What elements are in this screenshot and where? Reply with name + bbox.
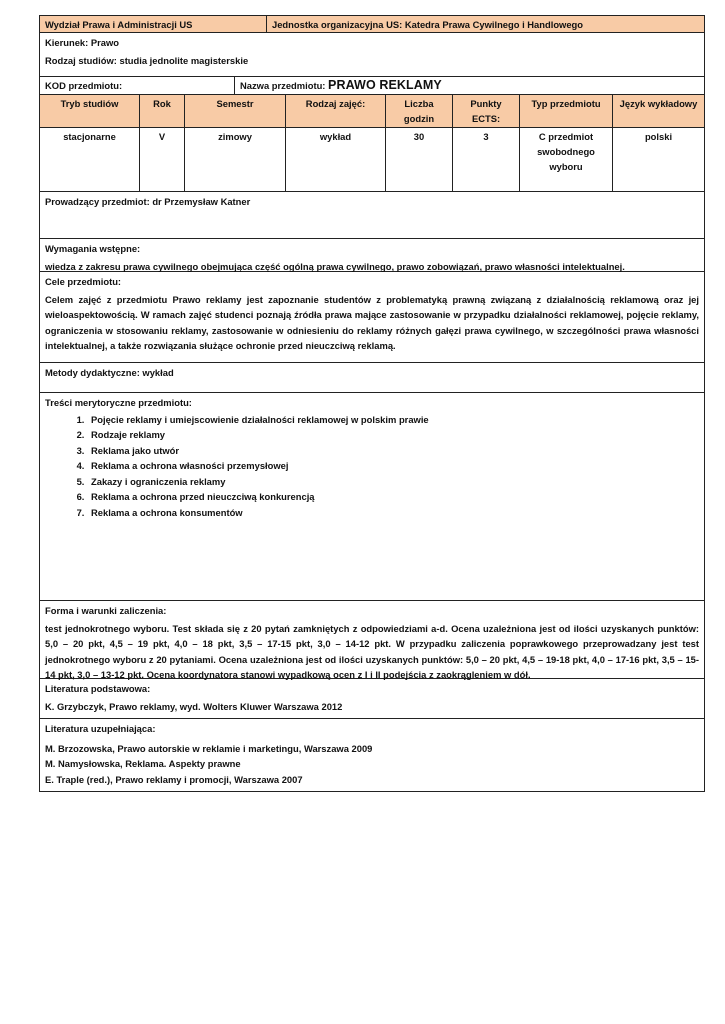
assessment-text: test jednokrotnego wyboru. Test składa się z 20 pytań zamkniętych z odpowiedziami a-d. Ocena uzależniona jest od ilości uzyskanych punktów: 5,0 – 20 pkt, 4,5 – 19 pkt, 4,0 – 18 pkt, 3,5 – 17-15 pkt, 3,0 – 14-12 pkt. W przypadku zaliczenia poprawkowego przeprowadzany jest test jednokrotnego wyboru z 20 pytaniami. Ocena uzależniona jest od ilości uzyskanych punktów: 5,0 – 20 pkt, 4,5 – 19-18 pkt, 4,0 – 17-16 pkt, 3,5 – 15-14 pkt, 3,0 – 13-12 pkt. Ocena koordynatora stanowi wypadkową ocen z I i II podejścia z zaokrągleniem w dół. bbox=[45, 622, 699, 681]
course-id-row bbox=[40, 77, 704, 95]
teaching-methods: Metody dydaktyczne: wykład bbox=[45, 367, 174, 378]
table-header-year: Rok bbox=[140, 95, 185, 127]
contents-label: Treści merytoryczne przedmiotu: bbox=[45, 397, 192, 408]
course-name-label: Nazwa przedmiotu: bbox=[240, 80, 326, 91]
table-value-semester: zimowy bbox=[185, 128, 286, 191]
table-value-hours: 30 bbox=[386, 128, 453, 191]
direction: Kierunek: Prawo bbox=[45, 37, 119, 48]
table-header-semester: Semestr bbox=[185, 95, 286, 127]
extra-literature-item: E. Traple (red.), Prawo reklamy i promocji, Warszawa 2007 bbox=[45, 773, 303, 785]
extra-literature-label: Literatura uzupełniająca: bbox=[45, 723, 156, 734]
list-item: 3. Reklama jako utwór bbox=[87, 443, 704, 459]
list-item: 7. Reklama a ochrona konsumentów bbox=[87, 505, 704, 521]
course-name: PRAWO REKLAMY bbox=[328, 78, 442, 92]
table-header-hours: Liczba godzin bbox=[386, 95, 453, 127]
table-header-language: Język wykładowy bbox=[619, 98, 698, 109]
course-code-label: KOD przedmiotu: bbox=[40, 77, 235, 94]
table-header-class-type: Rodzaj zajęć: bbox=[286, 95, 386, 127]
table-value-course-type: C przedmiot swobodnego wyboru bbox=[520, 128, 613, 191]
contents-list bbox=[40, 412, 704, 521]
goals-row bbox=[40, 272, 704, 363]
table-header-course-type: Typ przedmiotu bbox=[520, 95, 613, 127]
list-item: 6. Reklama a ochrona przed nieuczciwą konkurencją bbox=[87, 489, 704, 505]
study-type: Rodzaj studiów: studia jednolite magisterskie bbox=[45, 54, 249, 66]
course-table-header bbox=[40, 95, 704, 128]
header-row bbox=[40, 16, 704, 33]
goals-label: Cele przedmiotu: bbox=[45, 276, 122, 287]
program-row bbox=[40, 33, 704, 77]
extra-literature-item: M. Namysłowska, Reklama. Aspekty prawne bbox=[45, 758, 241, 770]
basic-literature-label: Literatura podstawowa: bbox=[45, 683, 151, 694]
list-item: 2. Rodzaje reklamy bbox=[87, 427, 704, 443]
list-item: 1. Pojęcie reklamy i umiejscowienie działalności reklamowej w polskim prawie bbox=[87, 412, 704, 428]
extra-literature-item: M. Brzozowska, Prawo autorskie w reklamie i marketingu, Warszawa 2009 bbox=[45, 742, 373, 754]
contents-row bbox=[40, 393, 704, 601]
organizational-unit: Jednostka organizacyjna US: Katedra Prawa Cywilnego i Handlowego bbox=[272, 19, 584, 30]
basic-literature-item: K. Grzybczyk, Prawo reklamy, wyd. Wolters Kluwer Warszawa 2012 bbox=[45, 700, 343, 712]
lecturer: Prowadzący przedmiot: dr Przemysław Katner bbox=[45, 196, 251, 207]
table-value-ects: 3 bbox=[453, 128, 520, 191]
faculty-name: Wydział Prawa i Administracji US bbox=[40, 16, 267, 32]
assessment-row bbox=[40, 601, 704, 679]
table-header-ects: Punkty ECTS: bbox=[453, 95, 520, 127]
table-value-language: polski bbox=[644, 131, 673, 142]
course-name-cell bbox=[235, 77, 704, 94]
list-item: 5. Zakazy i ograniczenia reklamy bbox=[87, 474, 704, 490]
goals-text: Celem zajęć z przedmiotu Prawo reklamy jest zapoznanie studentów z problematyką prawną związaną z działalnością reklamową oraz jej wieloaspektowością. W ramach zajęć studenci poznają źródła prawa mające zastosowanie w przypadku działalności reklamowej, pojęcie reklamy, ograniczenia w stosowaniu reklamy, zastosowanie w odniesieniu do reklamy różnych gałęzi prawa cywilnego, w szczególności prawa własności intelektualnej, a także rozwiązania służące ochronie przed nieuczciwą reklamą. bbox=[45, 293, 699, 352]
methods-row bbox=[40, 363, 704, 393]
list-item: 4. Reklama a ochrona własności przemysłowej bbox=[87, 458, 704, 474]
basic-literature-row bbox=[40, 679, 704, 719]
requirements-text: wiedza z zakresu prawa cywilnego obejmująca część ogólną prawa cywilnego, prawo zobowiązań, prawo własności intelektualnej. bbox=[45, 260, 625, 272]
table-value-class-type: wykład bbox=[286, 128, 386, 191]
requirements-label: Wymagania wstępne: bbox=[45, 243, 141, 254]
course-syllabus-sheet bbox=[39, 15, 705, 792]
extra-literature-row bbox=[40, 719, 704, 792]
table-header-mode: Tryb studiów bbox=[40, 95, 140, 127]
table-value-year: V bbox=[140, 128, 185, 191]
course-table-values bbox=[40, 128, 704, 192]
requirements-row bbox=[40, 239, 704, 272]
assessment-label: Forma i warunki zaliczenia: bbox=[45, 605, 167, 616]
table-value-mode: stacjonarne bbox=[40, 128, 140, 191]
lecturer-row bbox=[40, 192, 704, 239]
